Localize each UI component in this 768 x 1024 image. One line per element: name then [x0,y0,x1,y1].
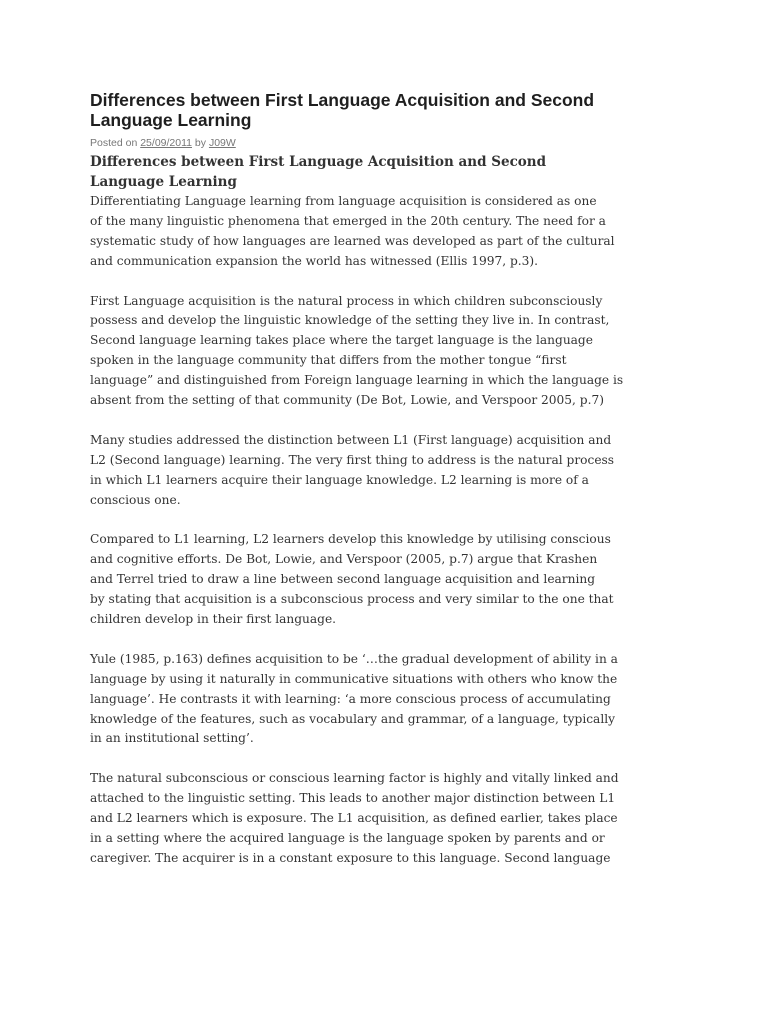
author-link[interactable]: J09W [208,137,236,149]
paragraph [90,769,620,869]
subtitle-line: Language Learning [90,174,237,190]
paragraph-line: systematic study of how languages are learned was developed as part of the cultural [90,233,615,248]
post-title: Differences between First Language Acquisition and Second Language Learning [90,90,595,130]
paragraph [90,431,620,511]
paragraph-line: and L2 learners which is exposure. The L1 acquisition, as defined earlier, takes place [90,811,618,826]
post-body [90,192,624,889]
paragraph-line: spoken in the language community that differs from the mother tongue “first [90,353,567,368]
paragraph-line: and communication expansion the world has witnessed (Ellis 1997, p.3). [90,253,539,268]
paragraph-line: L2 (Second language) learning. The very first thing to address is the natural process [90,452,615,467]
paragraph-line: Differentiating Language learning from language acquisition is considered as one [90,194,597,208]
by-label: by [194,137,207,149]
paragraph [90,292,624,411]
paragraph-line: by stating that acquisition is a subconscious process and very similar to the one that [90,592,614,607]
paragraph-line: possess and develop the linguistic knowledge of the setting they live in. In contrast, [90,313,610,328]
paragraph-line: knowledge of the features, such as vocabulary and grammar, of a language, typically [90,711,616,726]
paragraph-line: in which L1 learners acquire their language knowledge. L2 learning is more of a [90,472,589,487]
paragraph-line: in a setting where the acquired language is the language spoken by parents and or [90,830,605,845]
paragraph-line: language’. He contrasts it with learning: ‘a more conscious process of accumulating [90,691,611,706]
paragraph [90,192,620,272]
paragraph [90,530,620,630]
paragraph-line: children develop in their first language. [90,611,337,626]
paragraph-line: of the many linguistic phenomena that emerged in the 20th century. The need for a [90,213,606,228]
post-date-link[interactable]: 25/09/2011 [140,137,192,149]
paragraph-line: Compared to L1 learning, L2 learners develop this knowledge by utilising conscious [90,532,611,547]
paragraph-line: Second language learning takes place where the target language is the language [90,333,593,348]
paragraph-line: and cognitive efforts. De Bot, Lowie, and Verspoor (2005, p.7) argue that Krashen [90,552,598,567]
post-meta [90,137,236,149]
paragraph [90,650,620,750]
paragraph-line: and Terrel tried to draw a line between second language acquisition and learning [90,572,596,587]
post-subtitle [90,152,610,192]
paragraph-line: Yule (1985, p.163) defines acquisition to be ‘…the gradual development of ability in a [90,651,618,666]
posted-on-label: Posted on [90,137,138,149]
paragraph-line: conscious one. [90,492,181,507]
paragraph-line: caregiver. The acquirer is in a constant exposure to this language. Second language [90,850,611,865]
paragraph-line: absent from the setting of that community (De Bot, Lowie, and Verspoor 2005, p.7) [90,393,604,408]
subtitle-line: Differences between First Language Acquisition and Second [90,154,547,170]
paragraph-line: attached to the linguistic setting. This leads to another major distinction between L1 [90,791,616,806]
paragraph-line: language by using it naturally in communicative situations with others who know the [90,671,618,686]
paragraph-line: Many studies addressed the distinction between L1 (First language) acquisition and [90,432,612,447]
paragraph-line: First Language acquisition is the natural process in which children subconsciously [90,293,603,308]
paragraph-line: in an institutional setting’. [90,731,254,746]
paragraph-line: language” and distinguished from Foreign language learning in which the language is [90,373,624,388]
paragraph-line: The natural subconscious or conscious learning factor is highly and vitally linked and [90,771,619,786]
